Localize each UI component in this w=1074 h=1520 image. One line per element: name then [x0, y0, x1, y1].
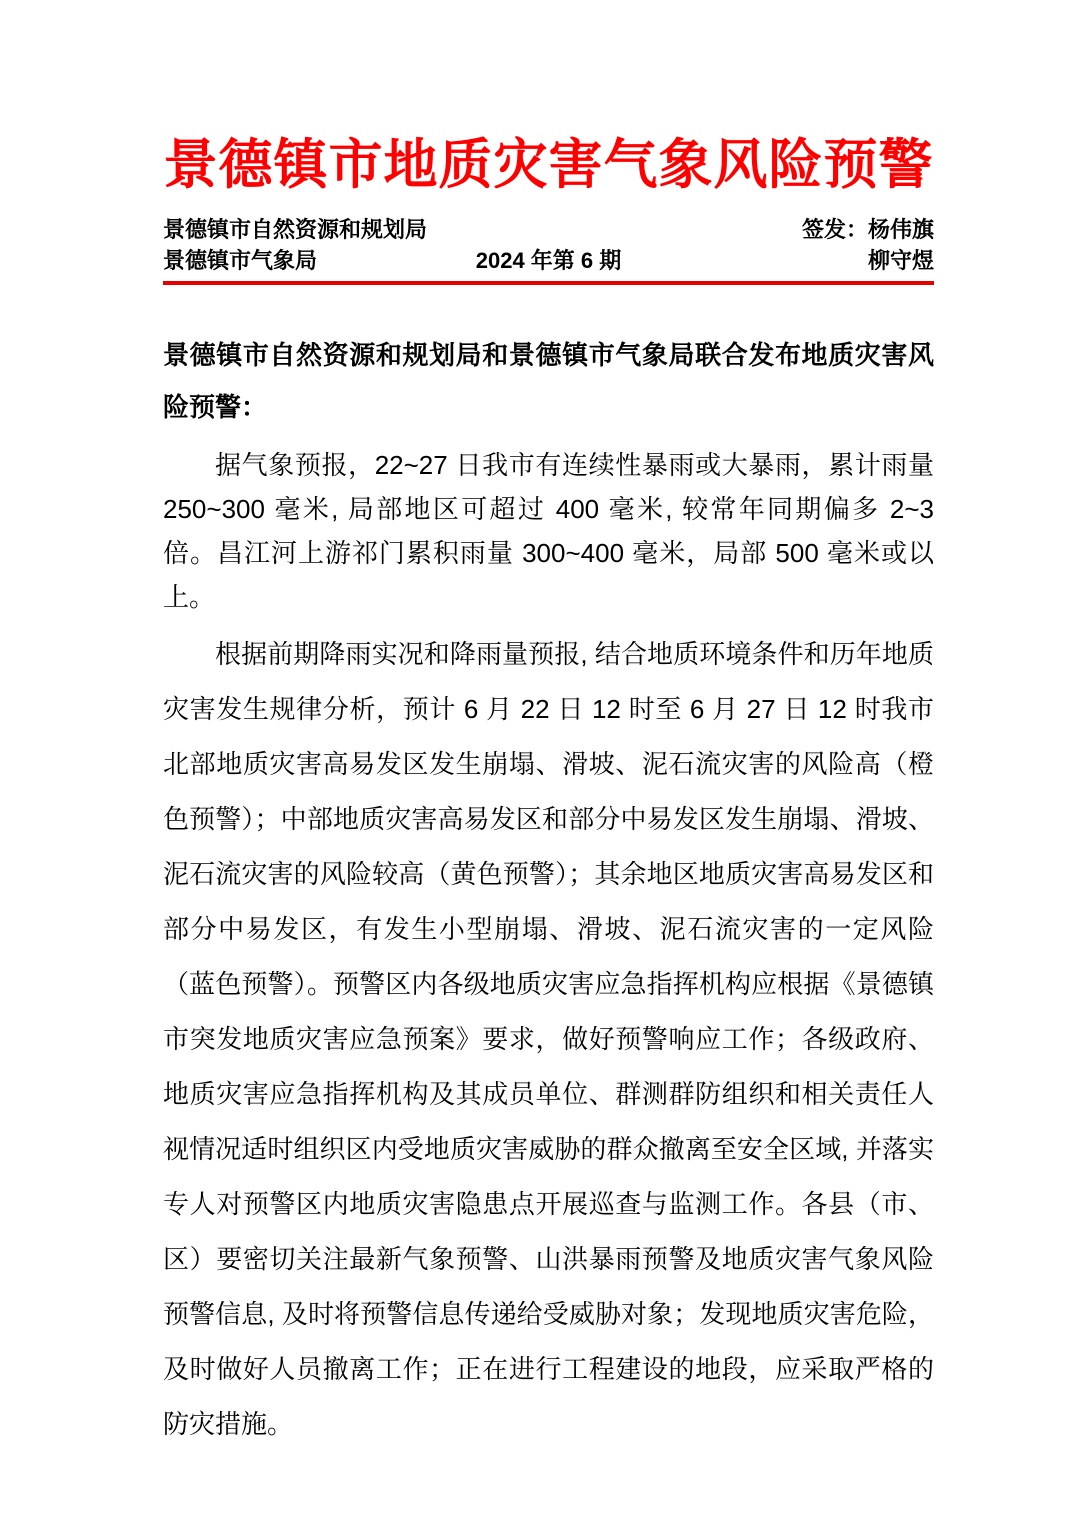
document-body — [163, 329, 934, 1452]
sign-block-row-1 — [549, 214, 935, 245]
header-row-2 — [163, 245, 934, 276]
issue-number: 2024 年第 6 期 — [475, 248, 622, 273]
rainfall-forecast-paragraph: 据气象预报，22~27 日我市有连续性暴雨或大暴雨，累计雨量 250~300 毫米, 局部地区可超过 400 毫米, 较常年同期偏多 2~3 倍。昌江河上游祁门累积雨量 300~400 毫米，局部 500 毫米或以上。 — [163, 450, 934, 612]
risk-warning-paragraph: 根据前期降雨实况和降雨量预报, 结合地质环境条件和历年地质灾害发生规律分析，预计 6 月 22 日 12 时至 6 月 27 日 12 时我市北部地质灾害高易发区发生崩塌、滑坡、泥石流灾害的风险高（橙色预警）；中部地质灾害高易发区和部分中易发区发生崩塌、滑坡、泥石流灾害的风险较高（黄色预警）；其余地区地质灾害高易发区和部分中易发区，有发生小型崩塌、滑坡、泥石流灾害的一定风险（蓝色预警）。预警区内各级地质灾害应急指挥机构应根据《景德镇市突发地质灾害应急预案》要求，做好预警响应工作；各级政府、地质灾害应急指挥机构及其成员单位、群测群防组织和相关责任人视情况适时组织区内受地质灾害威胁的群众撤离至安全区域, 并落实专人对预警区内地质灾害隐患点开展巡查与监测工作。各县（市、区）要密切关注最新气象预警、山洪暴雨预警及地质灾害气象风险预警信息, 及时将预警信息传递给受威胁对象；发现地质灾害危险，及时做好人员撤离工作；正在进行工程建设的地段，应采取严格的防灾措施。 — [163, 639, 934, 1439]
issuing-org-2: 景德镇市气象局 — [163, 248, 318, 273]
document-title: 景德镇市地质灾害气象风险预警 — [163, 132, 934, 196]
sign-label: 签发： — [801, 217, 868, 242]
red-divider-line — [163, 281, 934, 285]
header-row-1 — [163, 214, 934, 245]
document-header — [163, 214, 934, 276]
signer-name-2: 柳守煜 — [868, 248, 935, 273]
lead-paragraph: 景德镇市自然资源和规划局和景德镇市气象局联合发布地质灾害风险预警： — [163, 340, 934, 422]
issuing-org-1: 景德镇市自然资源和规划局 — [163, 217, 428, 242]
signer-name-1: 杨伟旗 — [867, 217, 934, 242]
